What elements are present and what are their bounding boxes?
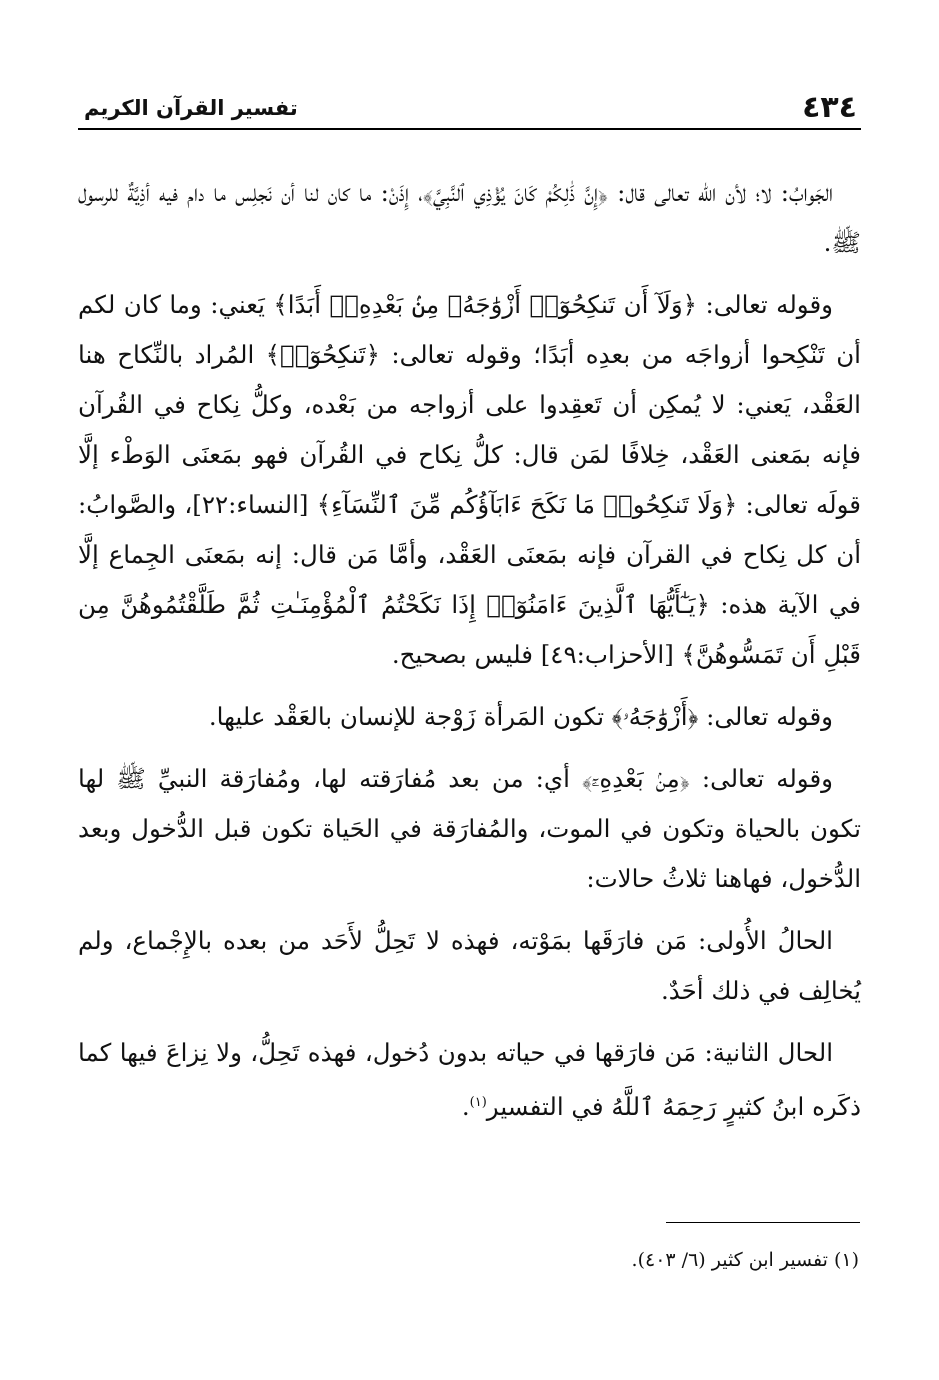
footnote-marker: (١): [469, 1095, 487, 1110]
running-title: تفسير القرآن الكريم: [84, 96, 298, 120]
paragraph-wives: وقوله تعالى: ﴿أَزْوَٰجَهُۥ﴾ تكون المَرأة زَوْجة للإنسان بالعَقْد عليها.: [208, 702, 833, 731]
paragraph-after-him: وقوله تعالى: ﴿مِنۢ بَعْدِهِۦٓ﴾ أي: من بعد مُفارَقته لها، ومُفارَقة النبيِّ ﷺ لها تكون بالحياة وتكون في الموت، والمُفارَقة في الحَياة تكون قبل الدُّخول وبعد الدُّخول، فهاهنا ثلاثُ حالات:: [78, 764, 861, 893]
paragraph-marriage-meaning: وقوله تعالى: ﴿وَلَآ أَن تَنكِحُوٓا۟ أَزْوَٰجَهُۥ مِنۢ بَعْدِهِۦٓ أَبَدًا﴾ يَعني: وما كان لكم أن تَنْكِحوا أزواجَه من بعدِه أبَدًا؛ وقوله تعالى: ﴿تَنكِحُوٓا۟﴾ المُراد بالنِّكاح هنا العَقْد، يَعني: لا يُمكِن أن تَعقِدوا على أزواجه من بَعْده، وكلُّ نِكاح في القُرآن فإنه بمَعنى العَقْد، خِلافًا لمَن قال: كلُّ نِكاح في القُرآن فهو بمَعنَى الوَطْء إلَّا قولَه تعالى: ﴿وَلَا تَنكِحُوا۟ مَا نَكَحَ ءَابَآؤُكُم مِّنَ ٱلنِّسَآءِ﴾ [النساء:٢٢]، والصَّوابُ: أن كل نِكاح في القرآن فإنه بمَعنَى العَقْد، وأمَّا مَن قال: إنه بمَعنَى الجِماع إلَّا في الآية هذه: ﴿يَـٰٓأَيُّهَا ٱلَّذِينَ ءَامَنُوٓا۟ إِذَا نَكَحْتُمُ ٱلْمُؤْمِنَـٰتِ ثُمَّ طَلَّقْتُمُوهُنَّ مِن قَبْلِ أَن تَمَسُّوهُنَّ﴾ [الأحزاب:٤٩] فليس بصحيح.: [78, 290, 861, 669]
paragraph-end: .: [461, 1092, 470, 1122]
page-header: [78, 88, 861, 130]
paragraph-second-case-text: الحال الثانية: مَن فارَقها في حياته بدون دُخول، فهذه تَحِلُّ، ولا نِزاعَ فيها كما ذكَره ابنُ كثيرٍ رَحِمَهُ ٱللَّهُ في التفسير: [78, 1038, 861, 1122]
paragraph-answer: الجَوابُ: لا؛ لأن الله تعالى قال: ﴿إِنَّ ذَٰلِكُمْ كَانَ يُؤْذِي ٱلنَّبِيَّ﴾، إِذَنْ: ما كان لنا أن نَجلِس ما دام فيه أذِيَّةٌ للرسول ﷺ.: [78, 178, 861, 257]
paragraph-first-case: الحالُ الأُولى: مَن فارَقَها بمَوْته، فهذه لا تَحِلُّ لأَحَد من بعده بالإِجْماع، ولم يُخالِف في ذلك أحَدٌ.: [78, 926, 861, 1005]
body-text: [78, 168, 861, 1144]
footnote-divider: [666, 1222, 860, 1223]
page-number: ٤٣٤: [802, 90, 857, 125]
paragraph-second-case: [78, 1028, 861, 1132]
footnote: (١) تفسير ابن كثير (٦/ ٤٠٣).: [631, 1249, 859, 1271]
